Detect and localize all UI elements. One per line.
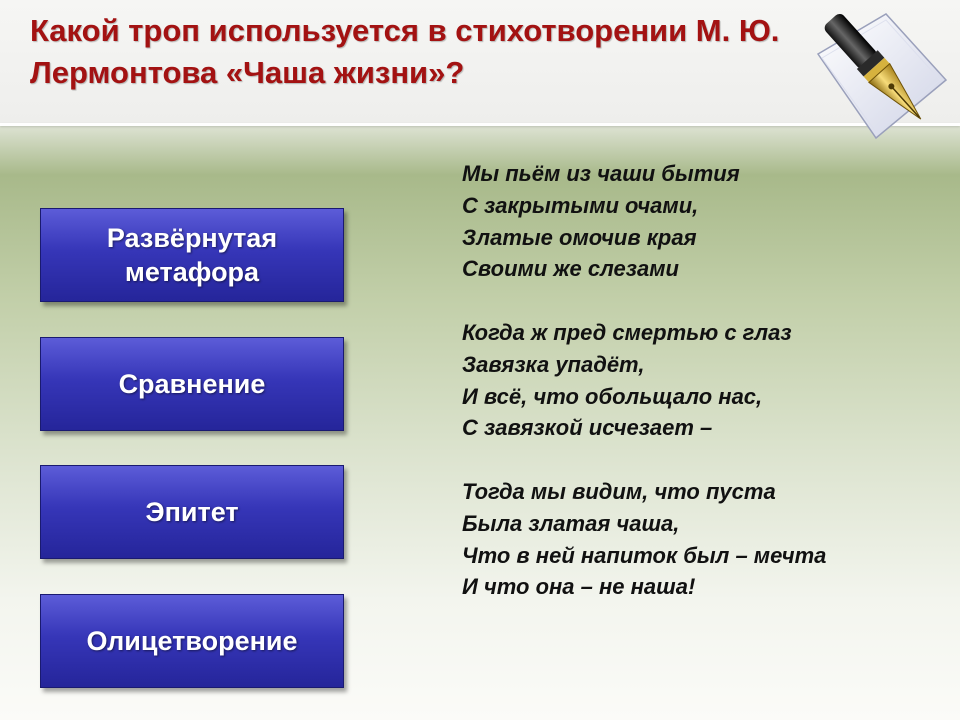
poem-text bbox=[462, 158, 942, 603]
poem-line: С завязкой исчезает – bbox=[462, 415, 713, 441]
poem-line: Что в ней напиток был – мечта bbox=[462, 542, 827, 568]
stanza-gap bbox=[462, 285, 942, 317]
fountain-pen-icon bbox=[812, 6, 952, 146]
poem-line: Завязка упадёт, bbox=[462, 351, 645, 377]
question-title: Какой троп используется в стихотворении М. Ю. Лермонтова «Чаша жизни»? bbox=[30, 13, 780, 90]
stanza-gap bbox=[462, 444, 942, 476]
poem-line: И всё, что обольщало нас, bbox=[462, 383, 763, 409]
poem-line: Златые омочив края bbox=[462, 224, 697, 250]
option-label: Олицетворение bbox=[86, 626, 298, 656]
option-button-expanded-metaphor[interactable] bbox=[40, 208, 344, 302]
option-label: Сравнение bbox=[118, 369, 266, 399]
option-label: Эпитет bbox=[145, 497, 239, 527]
poem-line: С закрытыми очами, bbox=[462, 192, 699, 218]
option-button-personification[interactable] bbox=[40, 594, 344, 688]
poem-line: Когда ж пред смертью с глаз bbox=[462, 319, 792, 345]
poem-line: Была златая чаша, bbox=[462, 510, 680, 536]
poem-line: Мы пьём из чаши бытия bbox=[462, 161, 740, 186]
poem-line: Своими же слезами bbox=[462, 256, 679, 282]
option-button-comparison[interactable] bbox=[40, 337, 344, 431]
option-button-epithet[interactable] bbox=[40, 465, 344, 559]
poem-line: Тогда мы видим, что пуста bbox=[462, 478, 776, 504]
poem-line: И что она – не наша! bbox=[462, 574, 696, 600]
option-label: Развёрнутая метафора bbox=[106, 223, 278, 287]
